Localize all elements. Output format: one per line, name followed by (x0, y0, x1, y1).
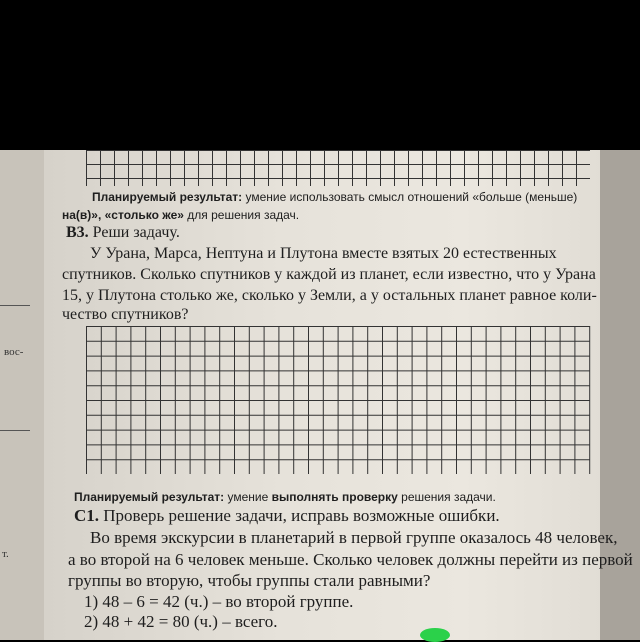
planned-result-bold: на(в)», «столько же» (62, 208, 184, 222)
solution-step: 1) 48 – 6 = 42 (ч.) – во второй группе. (84, 592, 354, 611)
task-b3-line: У Урана, Марса, Нептуна и Плутона вместе взятых 20 естественных (90, 245, 557, 262)
task-number: В3. (66, 224, 89, 241)
solution-step: 2) 48 + 42 = 80 (ч.) – всего. (84, 612, 278, 631)
task-c1-line: Во время экскурсии в планетарий в первой группе оказалось 48 человек, (90, 528, 618, 547)
planned-result-text: умение (227, 490, 269, 504)
planned-result-bold: выполнять проверку (271, 490, 398, 504)
task-c1-line: а во второй на 6 человек меньше. Сколько человек должны перейти из первой (68, 550, 633, 569)
planned-result-top-line2 (62, 208, 299, 222)
planned-result-label: Планируемый результат: (74, 490, 225, 504)
left-page-rule (0, 305, 30, 306)
left-page-edge (0, 150, 44, 640)
answer-grid-top (86, 150, 596, 190)
left-page-fragment: вос- (4, 346, 24, 358)
answer-grid (86, 326, 592, 476)
task-number: С1. (74, 506, 100, 525)
task-b3-line: 15, у Плутона столько же, сколько у Земли, а у остальных планет равное коли- (62, 287, 597, 304)
planned-result-mid (74, 490, 496, 504)
left-page-rule (0, 430, 30, 431)
task-b3-heading (66, 224, 180, 242)
planned-result-text: умение использовать смысл отношений «больше (меньше) (245, 190, 578, 204)
planned-result-text: решения задачи. (401, 490, 496, 504)
task-c1-line: группы во вторую, чтобы группы стали равными? (68, 571, 431, 590)
left-page-fragment: т. (2, 548, 9, 560)
planned-result-top (92, 190, 577, 204)
task-title: Проверь решение задачи, исправь возможные ошибки. (103, 506, 500, 525)
task-title: Реши задачу. (92, 224, 180, 241)
planned-result-label: Планируемый результат: (92, 190, 243, 204)
task-b3-line: спутников. Сколько спутников у каждой из планет, если известно, что у Урана (62, 266, 596, 283)
planned-result-text: для решения задач. (187, 208, 300, 222)
task-b3-line: чество спутников? (62, 306, 189, 323)
task-c1-heading (74, 506, 500, 526)
